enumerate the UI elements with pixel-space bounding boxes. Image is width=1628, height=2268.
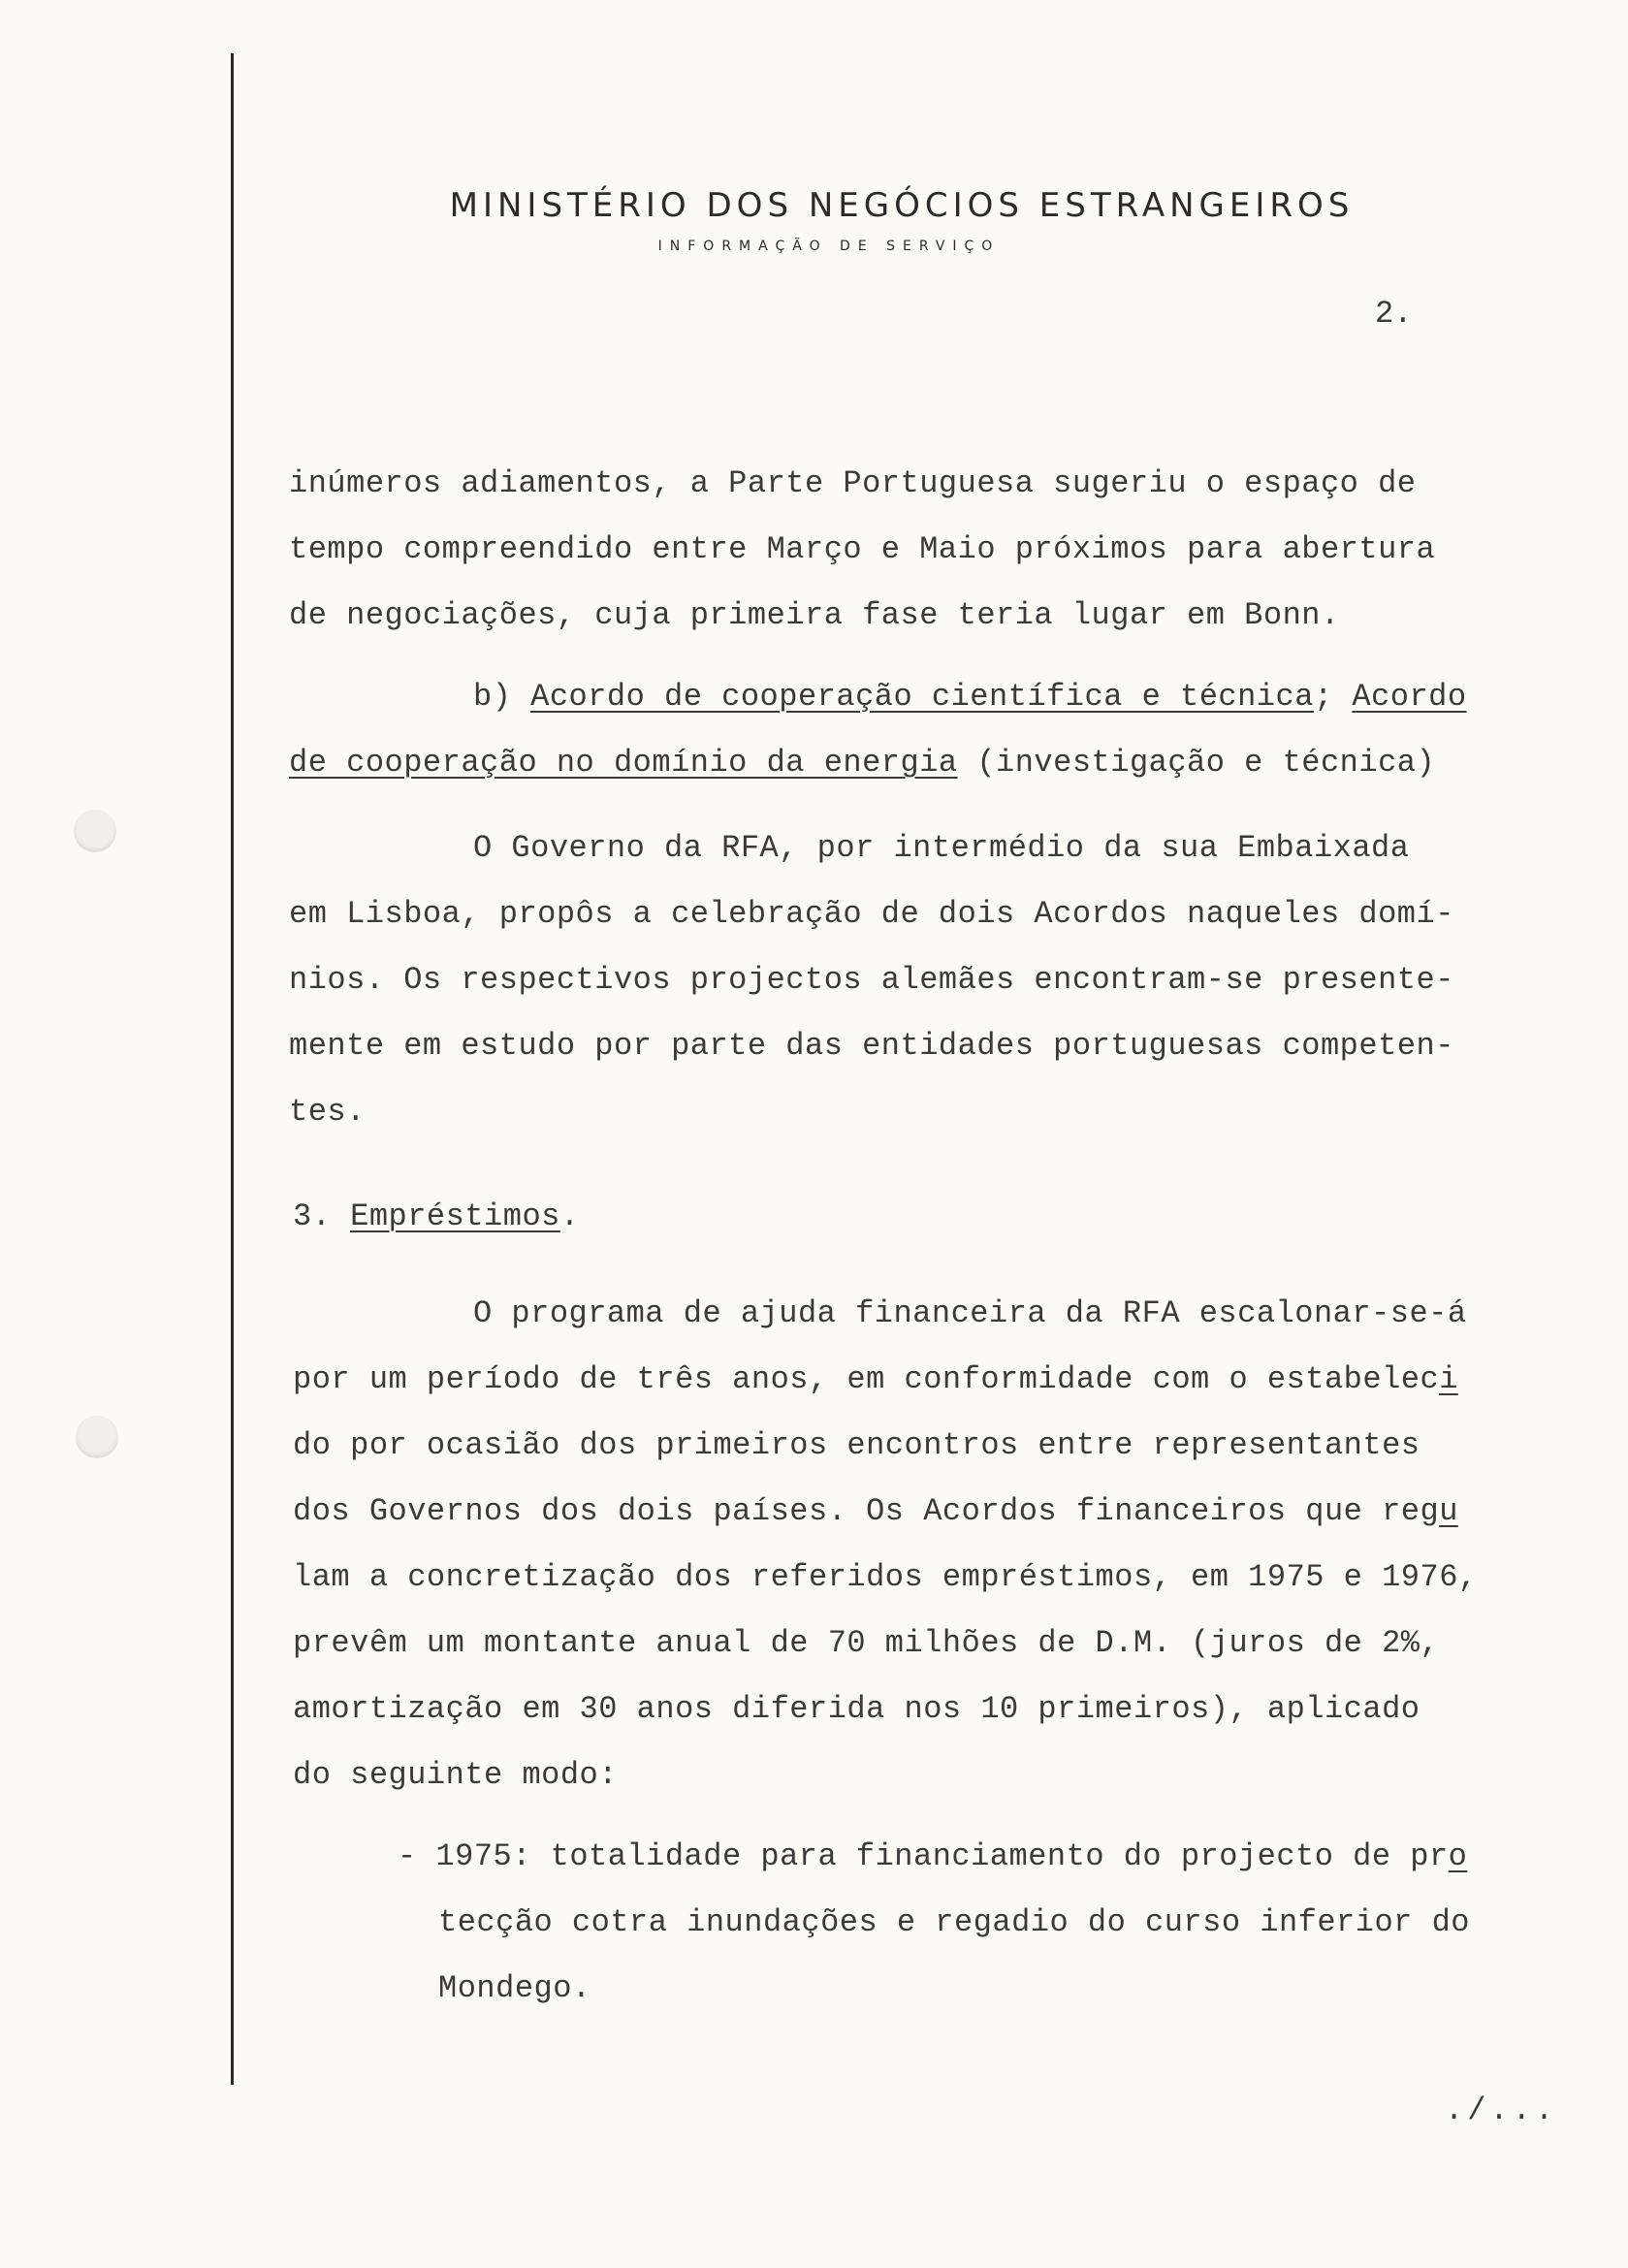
underlined-title: de cooperação no domínio da energia [289,745,958,781]
text-line: tes. [289,1094,366,1130]
punch-hole-bottom [76,1416,118,1458]
margin-rule [231,53,234,2085]
text-fragment: - 1975: totalidade para financiamento do projecto de pr [398,1838,1449,1874]
list-item [398,1838,1467,1874]
text-line: mente em estudo por parte das entidades portuguesas competen- [289,1028,1454,1064]
text-line: Mondego. [438,1970,591,2006]
text-line: do seguinte modo: [293,1757,618,1793]
ministry-title: MINISTÉRIO DOS NEGÓCIOS ESTRANGEIROS [449,186,1355,225]
section-b-heading [473,679,1467,715]
text-line: em Lisboa, propôs a celebração de dois Acordos naqueles domí- [289,896,1454,932]
text-line: amortização em 30 anos diferida nos 10 primeiros), aplicado [293,1691,1421,1727]
text-fragment: (investigação e técnica) [957,745,1436,781]
text-line: O programa de ajuda financeira da RFA escalonar-se-á [473,1295,1467,1331]
text-line: O Governo da RFA, por intermédio da sua Embaixada [473,830,1410,866]
document-type: INFORMAÇÃO DE SERVIÇO [657,239,1001,254]
letterhead [427,186,1377,254]
text-fragment: por um período de três anos, em conformidade com o estabelec [293,1361,1440,1397]
continuation-mark: ./... [1445,2092,1558,2128]
text-line: lam a concretização dos referidos empréstimos, em 1975 e 1976, [293,1559,1478,1595]
text-line [289,745,1435,781]
text-line: nios. Os respectivos projectos alemães encontram-se presente- [289,962,1454,998]
text-line [293,1493,1458,1529]
text-fragment: dos Governos dos dois países. Os Acordos financeiros que reg [293,1493,1440,1529]
text-fragment: i [1439,1361,1458,1397]
text-line: do por ocasião dos primeiros encontros entre representantes [293,1427,1421,1463]
underlined-title: Empréstimos [350,1198,560,1234]
text-fragment: 3. [293,1198,351,1234]
text-fragment: . [559,1198,580,1234]
text-fragment: b) [473,679,531,715]
text-line [293,1361,1458,1397]
underlined-title: Acordo [1352,679,1467,715]
section-3-heading [293,1198,580,1234]
text-line: inúmeros adiamentos, a Parte Portuguesa sugeriu o espaço de [289,465,1417,501]
text-fragment: o [1448,1838,1468,1874]
text-line: tempo compreendido entre Março e Maio próximos para abertura [289,531,1436,567]
punch-hole-top [74,810,116,852]
text-fragment: u [1439,1493,1458,1529]
text-line: de negociações, cuja primeira fase teria lugar em Bonn. [289,597,1340,633]
text-line: tecção cotra inundações e regadio do curso inferior do [438,1904,1470,1940]
underlined-title: Acordo de cooperação científica e técnica [530,679,1314,715]
page-number: 2. [1375,296,1413,332]
text-fragment: ; [1313,679,1353,715]
text-line: prevêm um montante anual de 70 milhões de D.M. (juros de 2%, [293,1625,1440,1661]
